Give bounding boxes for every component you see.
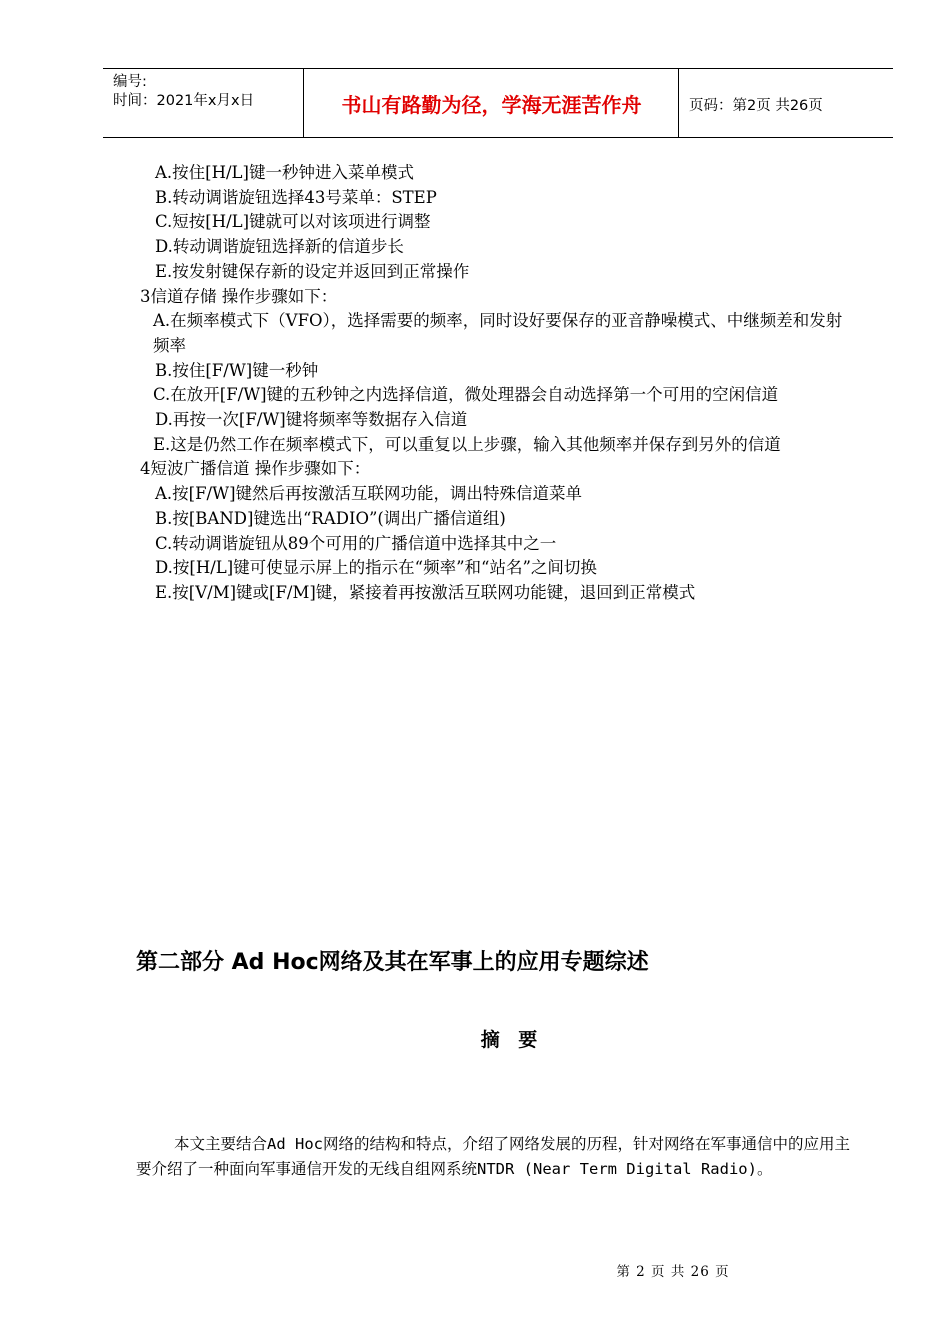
step-line: E.这是仍然工作在频率模式下，可以重复以上步骤，输入其他频率并保存到另外的信道 [153,434,781,454]
step-line: C.在放开[F/W]键的五秒钟之内选择信道，微处理器会自动选择第一个可用的空闲信道 [153,385,779,405]
abstract-title: 摘 要 [480,1029,544,1051]
section-title: 第二部分 Ad Hoc网络及其在军事上的应用专题综述 [136,950,649,975]
instructions-body [136,161,858,606]
step-line: D.再按一次[F/W]键将频率等数据存入信道 [155,410,468,430]
page-footer: 第 2 页 共 26 页 [616,1264,730,1280]
step-line: B.按住[F/W]键一秒钟 [155,360,319,380]
step-line: E.按[V/M]键或[F/M]键，紧接着再按激活互联网功能键，退回到正常模式 [155,582,696,602]
step-line: B.转动调谐旋钮选择43号菜单：STEP [155,187,437,207]
step-line: C.转动调谐旋钮从89个可用的广播信道中选择其中之一 [155,533,557,553]
step-heading: 4短波广播信道 操作步骤如下： [140,459,371,479]
step-line: B.按[BAND]键选出“RADIO”(调出广播信道组) [155,508,506,528]
page-header [103,68,893,138]
step-line: A.按[F/W]键然后再按激活互联网功能，调出特殊信道菜单 [155,484,583,504]
time-label: 时间：2021年x月x日 [113,93,255,109]
number-label: 编号: [113,74,147,90]
step-line: D.转动调谐旋钮选择新的信道步长 [155,237,404,257]
step-heading: 3信道存储 操作步骤如下： [140,286,338,306]
header-page-label: 页码：第2页 共26页 [689,98,823,114]
header-slogan: 书山有路勤为径，学海无涯苦作舟 [341,93,642,117]
step-line: E.按发射键保存新的设定并返回到正常操作 [155,261,470,281]
header-meta [113,73,254,111]
step-line: A.按住[H/L]键一秒钟进入菜单模式 [155,163,414,182]
abstract-text: 本文主要结合Ad Hoc网络的结构和特点，介绍了网络发展的历程，针对网络在军事通信中的应用主要介绍了一种面向军事通信开发的无线自组网系统NTDR (Near Term Digital Radio)。 [136,1135,850,1178]
step-line: C.短按[H/L]键就可以对该项进行调整 [155,212,431,232]
step-line: D.按[H/L]键可使显示屏上的指示在“频率”和“站名”之间切换 [155,558,597,578]
step-line: A.在频率模式下（VFO），选择需要的频率，同时设好要保存的亚音静噪模式、中继频差和发射频率 [153,311,843,355]
